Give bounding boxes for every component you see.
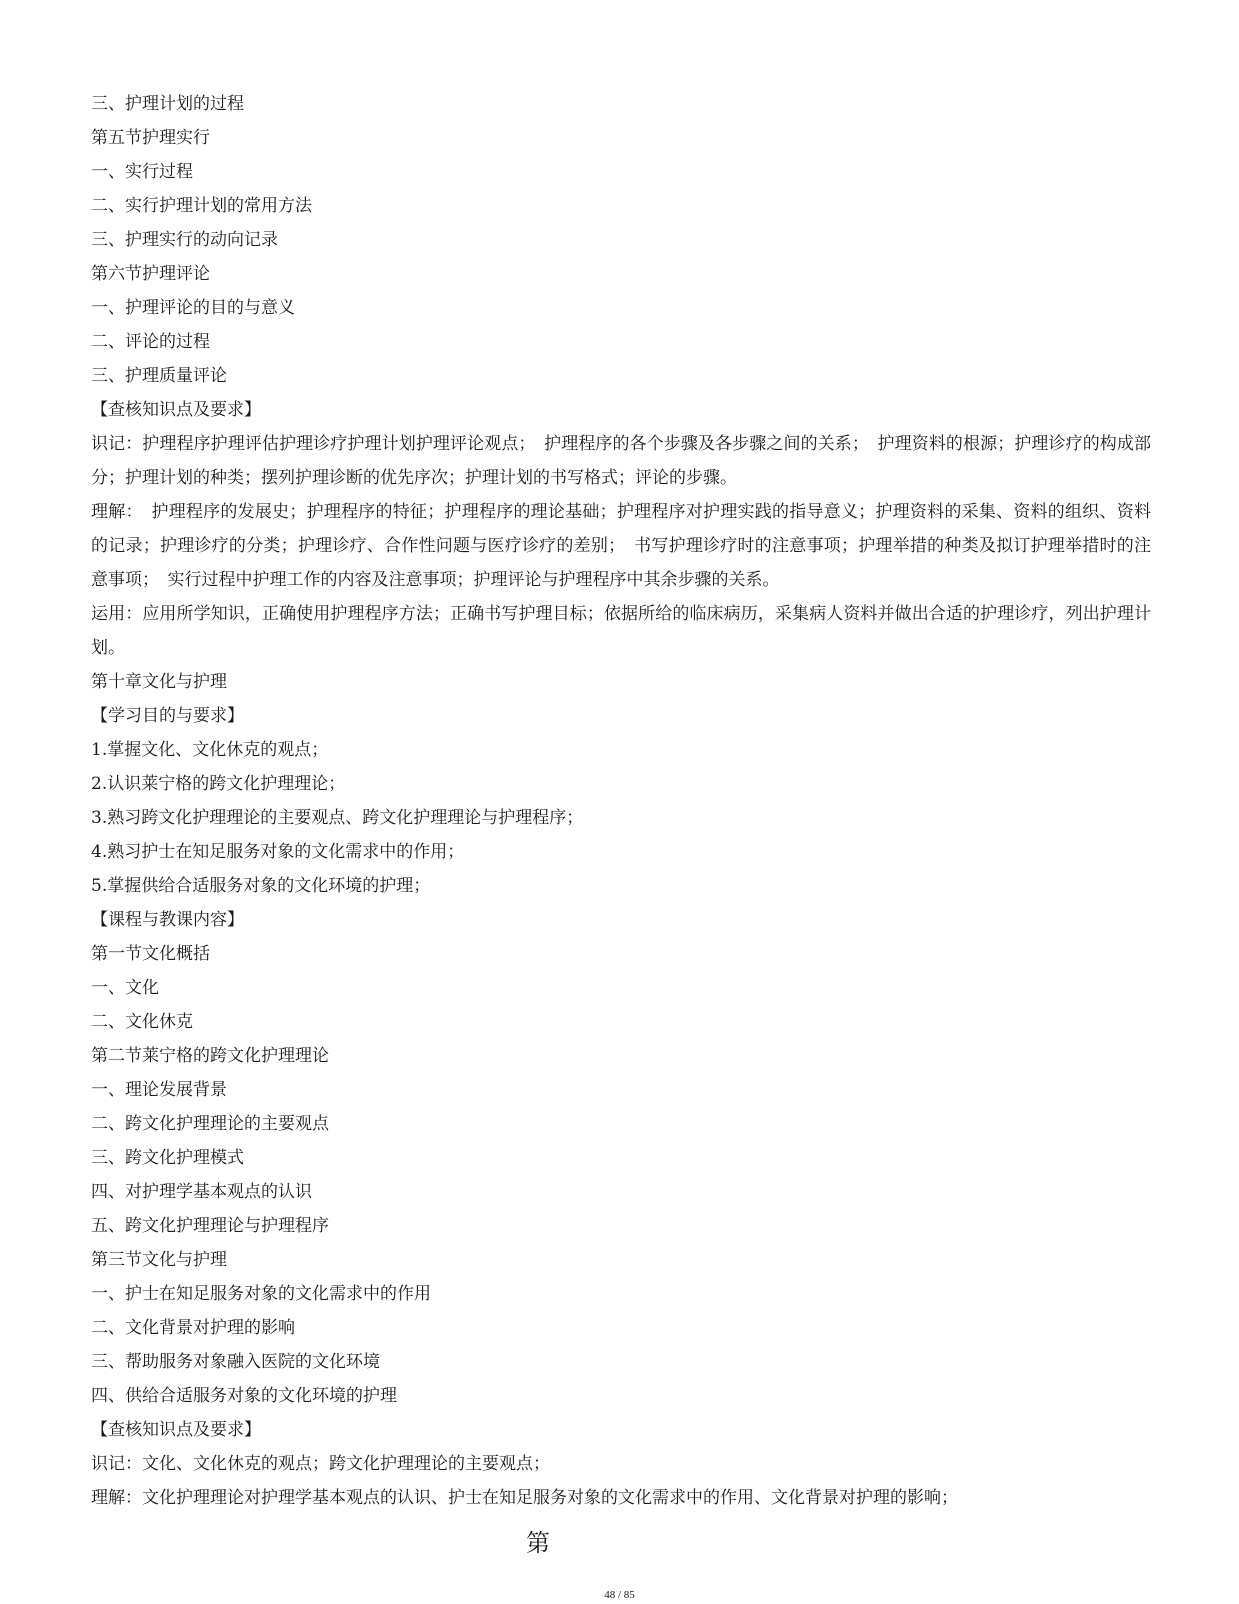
text-line: 理解：文化护理理论对护理学基本观点的认识、护士在知足服务对象的文化需求中的作用、文化背景对护理的影响；	[91, 1488, 958, 1508]
list-item: 5.掌握供给合适服务对象的文化环境的护理；	[91, 876, 431, 896]
list-item: 4.熟习护士在知足服务对象的文化需求中的作用；	[91, 842, 465, 862]
text-line: 四、对护理学基本观点的认识	[91, 1182, 312, 1202]
text-line: 三、跨文化护理模式	[91, 1148, 244, 1168]
paragraph-shiji: 识记：护理程序护理评估护理诊疗护理计划护理评论观点； 护理程序的各个步骤及各步骤之间的关系； 护理资料的根源；护理诊疗的构成部分；护理计划的种类；摆列护理诊断的优先序次；护理计划的书写格式；评论的步骤。	[91, 434, 1151, 488]
section-heading: 第五节护理实行	[91, 128, 210, 148]
text-line: 一、实行过程	[91, 162, 193, 182]
page-number: 48 / 85	[604, 1589, 635, 1601]
text-line: 一、理论发展背景	[91, 1080, 227, 1100]
list-item: 1.掌握文化、文化休克的观点；	[91, 740, 329, 760]
text-line: 二、跨文化护理理论的主要观点	[91, 1114, 329, 1134]
text-line: 四、供给合适服务对象的文化环境的护理	[91, 1386, 397, 1406]
text-line: 二、实行护理计划的常用方法	[91, 196, 312, 216]
footer-character: 第	[526, 1529, 550, 1557]
text-line: 二、文化休克	[91, 1012, 193, 1032]
section-heading: 第二节莱宁格的跨文化护理理论	[91, 1046, 329, 1066]
bracket-heading: 【查核知识点及要求】	[91, 400, 261, 420]
bracket-heading: 【课程与教课内容】	[91, 910, 244, 930]
text-line: 三、帮助服务对象融入医院的文化环境	[91, 1352, 380, 1372]
section-heading: 第一节文化概括	[91, 944, 210, 964]
text-line: 三、护理实行的动向记录	[91, 230, 278, 250]
text-line: 二、评论的过程	[91, 332, 210, 352]
paragraph-yunyong: 运用：应用所学知识，正确使用护理程序方法；正确书写护理目标；依据所给的临床病历，采集病人资料并做出合适的护理诊疗，列出护理计划。	[91, 604, 1151, 658]
bracket-heading: 【学习目的与要求】	[91, 706, 244, 726]
bracket-heading: 【查核知识点及要求】	[91, 1420, 261, 1440]
list-item: 2.认识莱宁格的跨文化护理理论；	[91, 774, 346, 794]
text-line: 识记：文化、文化休克的观点；跨文化护理理论的主要观点；	[91, 1454, 550, 1474]
section-heading: 第三节文化与护理	[91, 1250, 227, 1270]
chapter-heading: 第十章文化与护理	[91, 672, 227, 692]
list-item: 3.熟习跨文化护理理论的主要观点、跨文化护理理论与护理程序；	[91, 808, 584, 828]
text-line: 一、文化	[91, 978, 159, 998]
text-line: 三、护理质量评论	[91, 366, 227, 386]
text-line: 三、护理计划的过程	[91, 94, 244, 114]
document-body	[91, 87, 1151, 1515]
section-heading: 第六节护理评论	[91, 264, 210, 284]
text-line: 五、跨文化护理理论与护理程序	[91, 1216, 329, 1236]
text-line: 一、护士在知足服务对象的文化需求中的作用	[91, 1284, 431, 1304]
text-line: 二、文化背景对护理的影响	[91, 1318, 295, 1338]
paragraph-lijie: 理解： 护理程序的发展史；护理程序的特征；护理程序的理论基础；护理程序对护理实践的指导意义；护理资料的采集、资料的组织、资料的记录；护理诊疗的分类；护理诊疗、合作性问题与医疗诊疗的差别； 书写护理诊疗时的注意事项；护理举措的种类及拟订护理举措时的注意事项； 实行过程中护理工作的内容及注意事项；护理评论与护理程序中其余步骤的关系。	[91, 502, 1151, 590]
text-line: 一、护理评论的目的与意义	[91, 298, 295, 318]
